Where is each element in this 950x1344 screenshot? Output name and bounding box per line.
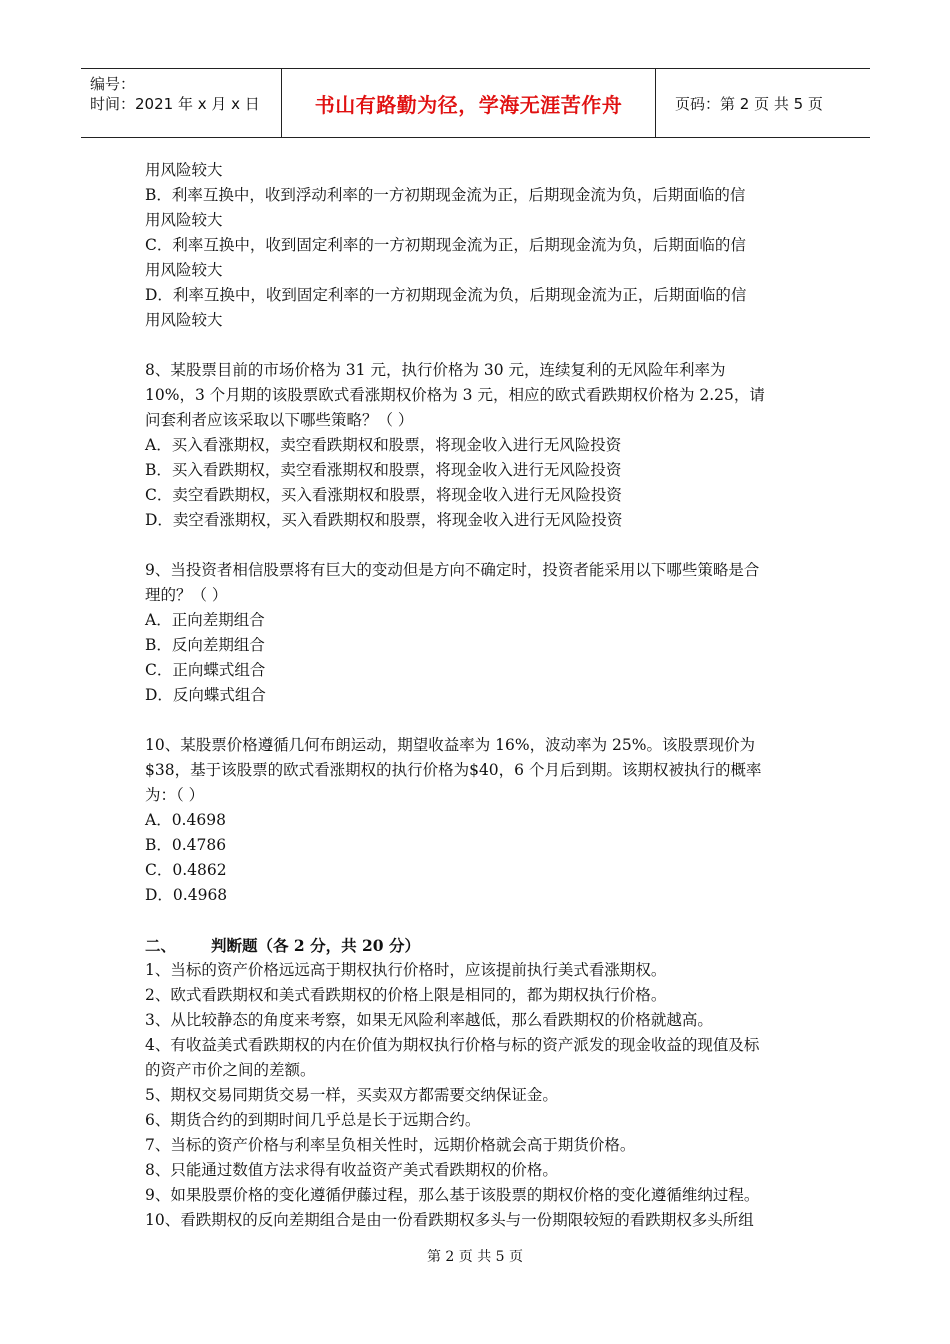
page-footer: 第 2 页 共 5 页 [426, 1249, 524, 1265]
section-title: 判断题（各 2 分，共 20 分） [211, 936, 420, 955]
text-line: 10、某股票价格遵循几何布朗运动，期望收益率为 16%，波动率为 25%。该股票现价为 [145, 736, 755, 754]
text-line: C．0.4862 [145, 861, 227, 879]
judgment-item: 10、看跌期权的反向差期组合是由一份看跌期权多头与一份期限较短的看跌期权多头所组 [145, 1211, 754, 1229]
judgment-item: 8、只能通过数值方法求得有收益资产美式看跌期权的价格。 [145, 1161, 558, 1179]
header-page-number [665, 69, 870, 137]
text-line: 问套利者应该采取以下哪些策略？（ ） [145, 411, 414, 429]
text-line: C．卖空看跌期权，买入看涨期权和股票，将现金收入进行无风险投资 [145, 486, 622, 504]
text-line: A．买入看涨期权，卖空看跌期权和股票，将现金收入进行无风险投资 [145, 436, 622, 454]
text-line: 用风险较大 [145, 311, 223, 329]
text-line: D．利率互换中，收到固定利率的一方初期现金流为负，后期现金流为正，后期面临的信 [145, 286, 747, 304]
text-line: B．利率互换中，收到浮动利率的一方初期现金流为正，后期现金流为负，后期面临的信 [145, 186, 746, 204]
text-line: 9、当投资者相信股票将有巨大的变动但是方向不确定时，投资者能采用以下哪些策略是合 [145, 561, 760, 579]
document-number-label: 编号： [90, 75, 136, 93]
document-body [145, 158, 810, 1233]
judgment-item: 2、欧式看跌期权和美式看跌期权的价格上限是相同的，都为期权执行价格。 [145, 986, 667, 1004]
header-motto: 书山有路勤为径，学海无涯苦作舟 [314, 92, 623, 117]
header-meta-cell [81, 69, 281, 137]
text-line: 用风险较大 [145, 161, 223, 179]
text-line: D．卖空看涨期权，买入看跌期权和股票，将现金收入进行无风险投资 [145, 511, 623, 529]
text-line: B．买入看跌期权，卖空看涨期权和股票，将现金收入进行无风险投资 [145, 461, 622, 479]
page-number-label: 页码：第 2 页 共 5 页 [675, 94, 823, 113]
text-line: 用风险较大 [145, 211, 223, 229]
section-number: 二、 [145, 936, 177, 955]
judgment-item: 5、期权交易同期货交易一样，买卖双方都需要交纳保证金。 [145, 1086, 558, 1104]
blank-line [145, 533, 810, 558]
text-line: C．利率互换中，收到固定利率的一方初期现金流为正，后期现金流为负，后期面临的信 [145, 236, 746, 254]
judgment-item: 3、从比较静态的角度来考察，如果无风险利率越低，那么看跌期权的价格就越高。 [145, 1011, 713, 1029]
text-line: B．反向差期组合 [145, 636, 265, 654]
text-line: C．正向蝶式组合 [145, 661, 266, 679]
document-date-label: 时间：2021 年 x 月 x 日 [90, 95, 260, 113]
judgment-item: 4、有收益美式看跌期权的内在价值为期权执行价格与标的资产派发的现金收益的现值及标 [145, 1036, 760, 1054]
blank-line [145, 908, 810, 933]
text-line: 理的？（ ） [145, 586, 228, 604]
text-line: 8、某股票目前的市场价格为 31 元，执行价格为 30 元，连续复利的无风险年利率为 [145, 361, 726, 379]
question-block [145, 158, 810, 933]
text-line: D．反向蝶式组合 [145, 686, 266, 704]
blank-line [145, 333, 810, 358]
judgment-item: 的资产市价之间的差额。 [145, 1061, 316, 1079]
header-divider [655, 69, 656, 137]
text-line: 为：（ ） [145, 786, 205, 804]
text-line: A．0.4698 [145, 811, 226, 829]
judgment-item: 7、当标的资产价格与利率呈负相关性时，远期价格就会高于期货价格。 [145, 1136, 636, 1154]
section-heading [145, 933, 810, 958]
text-line: $38，基于该股票的欧式看涨期权的执行价格为$40，6 个月后到期。该期权被执行的概率 [145, 761, 762, 779]
judgment-item: 1、当标的资产价格远远高于期权执行价格时，应该提前执行美式看涨期权。 [145, 961, 667, 979]
text-line: A．正向差期组合 [145, 611, 265, 629]
judgment-item: 9、如果股票价格的变化遵循伊藤过程，那么基于该股票的期权价格的变化遵循维纳过程。 [145, 1186, 760, 1204]
text-line: B．0.4786 [145, 836, 227, 854]
judgment-list [145, 958, 810, 1233]
judgment-item: 6、期货合约的到期时间几乎总是长于远期合约。 [145, 1111, 481, 1129]
text-line: 用风险较大 [145, 261, 223, 279]
text-line: 10%，3 个月期的该股票欧式看涨期权价格为 3 元，相应的欧式看跌期权价格为 2.25，请 [145, 386, 765, 404]
blank-line [145, 708, 810, 733]
page-header [81, 68, 870, 138]
text-line: D．0.4968 [145, 886, 228, 904]
